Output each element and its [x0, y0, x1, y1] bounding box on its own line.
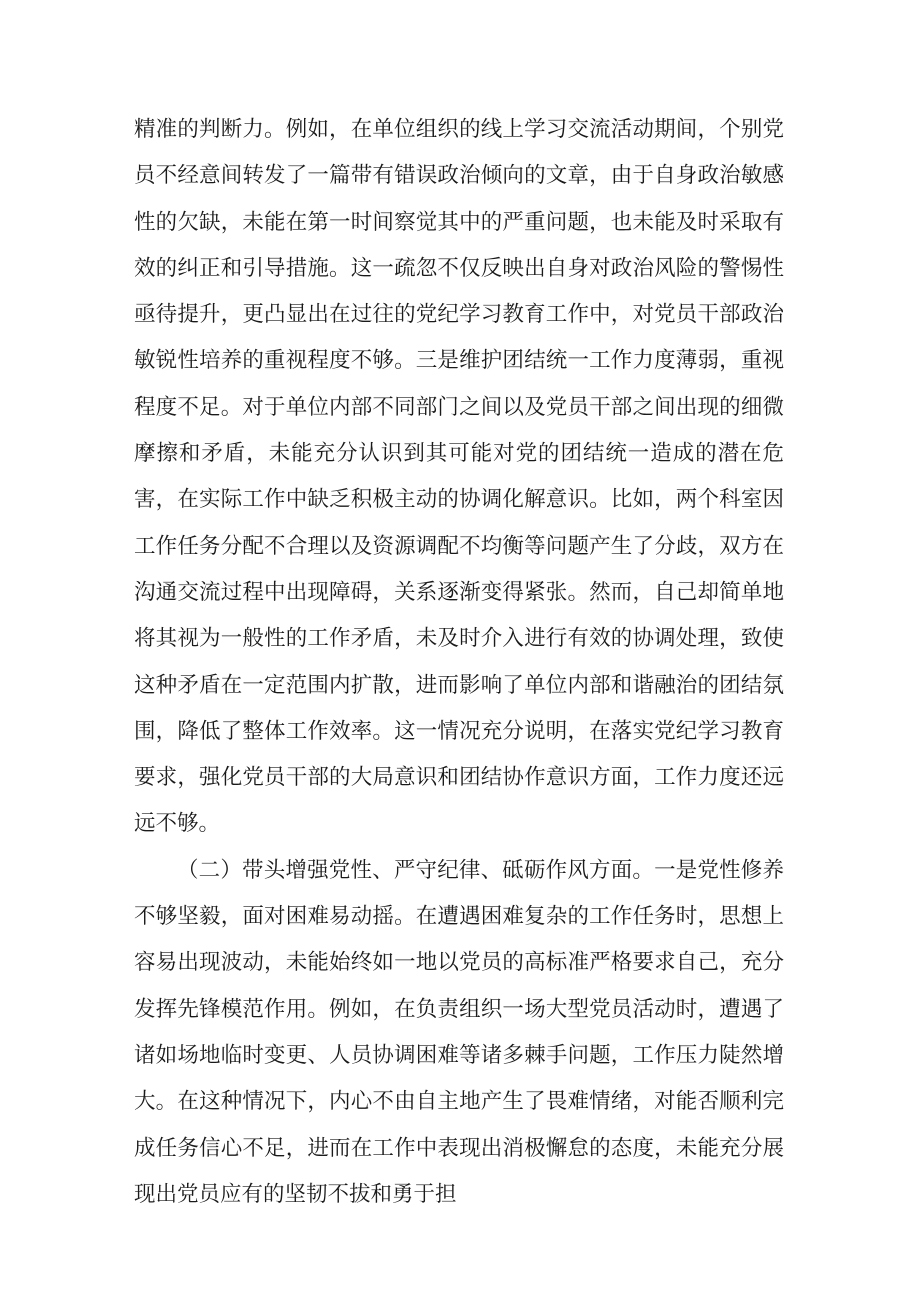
paragraph-continuation: 精准的判断力。例如，在单位组织的线上学习交流活动期间，个别党员不经意间转发了一篇带有错误政治倾向的文章，由于自身政治敏感性的欠缺，未能在第一时间察觉其中的严重问题，也未能及时采取有效的纠正和引导措施。这一疏忽不仅反映出自身对政治风险的警惕性亟待提升，更凸显出在过往的党纪学习教育工作中，对党员干部政治敏锐性培养的重视程度不够。三是维护团结统一工作力度薄弱，重视程度不足。对于单位内部不同部门之间以及党员干部之间出现的细微摩擦和矛盾，未能充分认识到其可能对党的团结统一造成的潜在危害，在实际工作中缺乏积极主动的协调化解意识。比如，两个科室因工作任务分配不合理以及资源调配不均衡等问题产生了分歧，双方在沟通交流过程中出现障碍，关系逐渐变得紧张。然而，自己却简单地将其视为一般性的工作矛盾，未及时介入进行有效的协调处理，致使这种矛盾在一定范围内扩散，进而影响了单位内部和谐融治的团结氛围，降低了整体工作效率。这一情况充分说明，在落实党纪学习教育要求，强化党员干部的大局意识和团结协作意识方面，工作力度还远远不够。	[134, 117, 784, 837]
paragraph-section-two: （二）带头增强党性、严守纪律、砥砺作风方面。一是党性修养不够坚毅，面对困难易动摇。在遭遇困难复杂的工作任务时，思想上容易出现波动，未能始终如一地以党员的高标准严格要求自己，充分发挥先锋模范作用。例如，在负责组织一场大型党员活动时，遭遇了诸如场地临时变更、人员协调困难等诸多棘手问题，工作压力陡然增大。在这种情况下，内心不由自主地产生了畏难情绪，对能否顺利完成任务信心不足，进而在工作中表现出消极懈怠的态度，未能充分展现出党员应有的坚韧不拔和勇于担	[134, 857, 784, 1207]
document-body	[134, 107, 784, 1218]
